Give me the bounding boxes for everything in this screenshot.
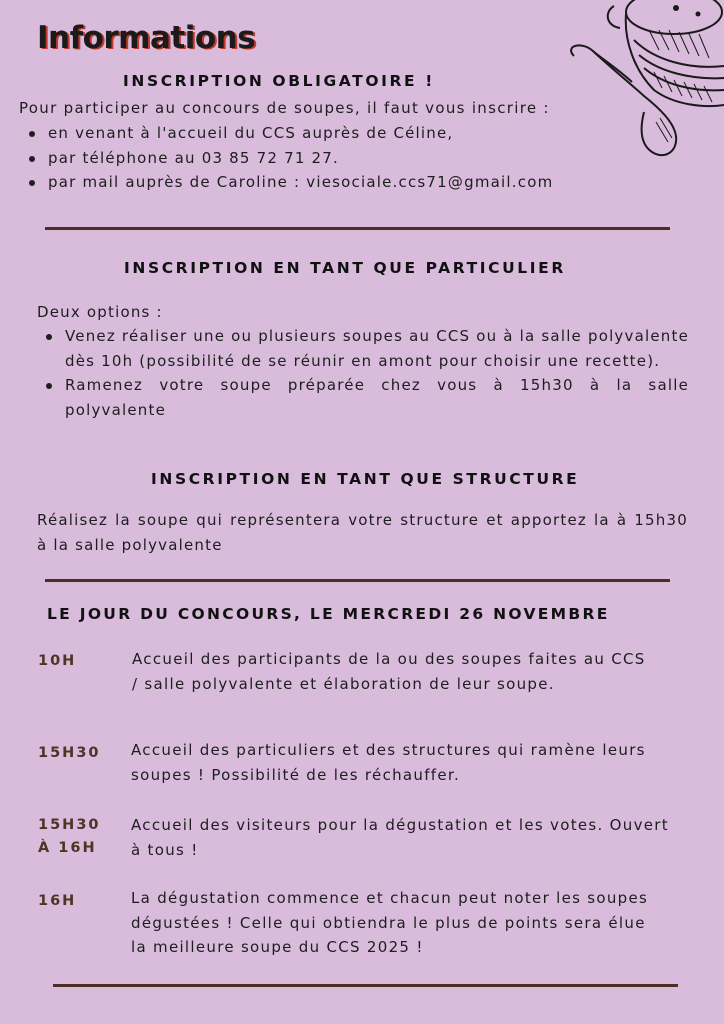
divider <box>45 579 670 582</box>
schedule-time: 10H <box>38 653 77 669</box>
list-item: Venez réaliser une ou plusieurs soupes au CCS ou à la salle polyvalente dès 10h (possibilité de se réunir en amont pour choisir une recette). <box>38 324 689 373</box>
list-item: par téléphone au 03 85 72 71 27. <box>21 146 681 171</box>
divider <box>53 984 678 987</box>
inscription-methods-list <box>21 121 681 195</box>
schedule-time: 15H30 <box>38 745 101 761</box>
divider <box>45 227 670 230</box>
inscription-intro: Pour participer au concours de soupes, il faut vous inscrire : <box>19 99 550 117</box>
schedule-event: Accueil des visiteurs pour la dégustation et les votes. Ouvert à tous ! <box>131 816 669 859</box>
heading-particulier: INSCRIPTION EN TANT QUE PARTICULIER <box>124 259 566 277</box>
heading-jour-concours: LE JOUR DU CONCOURS, LE MERCREDI 26 NOVEMBRE <box>47 605 610 623</box>
list-item: Ramenez votre soupe préparée chez vous à 15h30 à la salle polyvalente <box>38 373 689 422</box>
heading-structure: INSCRIPTION EN TANT QUE STRUCTURE <box>151 470 580 488</box>
list-item: en venant à l'accueil du CCS auprès de Céline, <box>21 121 681 146</box>
schedule-time: 16H <box>38 893 77 909</box>
particulier-intro: Deux options : <box>37 303 163 321</box>
heading-inscription-obligatoire: INSCRIPTION OBLIGATOIRE ! <box>123 72 435 90</box>
particulier-options-list <box>38 324 689 422</box>
schedule-event: Accueil des participants de la ou des soupes faites au CCS / salle polyvalente et élaboration de leur soupe. <box>132 650 646 693</box>
schedule-time: 15H30 À 16H <box>38 817 101 856</box>
list-item: par mail auprès de Caroline : viesociale.ccs71@gmail.com <box>21 170 681 195</box>
schedule-event: Accueil des particuliers et des structures qui ramène leurs soupes ! Possibilité de les réchauffer. <box>131 741 646 784</box>
page-title: Informations <box>37 20 256 56</box>
structure-text: Réalisez la soupe qui représentera votre structure et apportez la à 15h30 à la salle polyvalente <box>37 511 688 554</box>
schedule-event: La dégustation commence et chacun peut noter les soupes dégustées ! Celle qui obtiendra le plus de points sera élue la meilleure soupe du CCS 2025 ! <box>131 889 649 956</box>
